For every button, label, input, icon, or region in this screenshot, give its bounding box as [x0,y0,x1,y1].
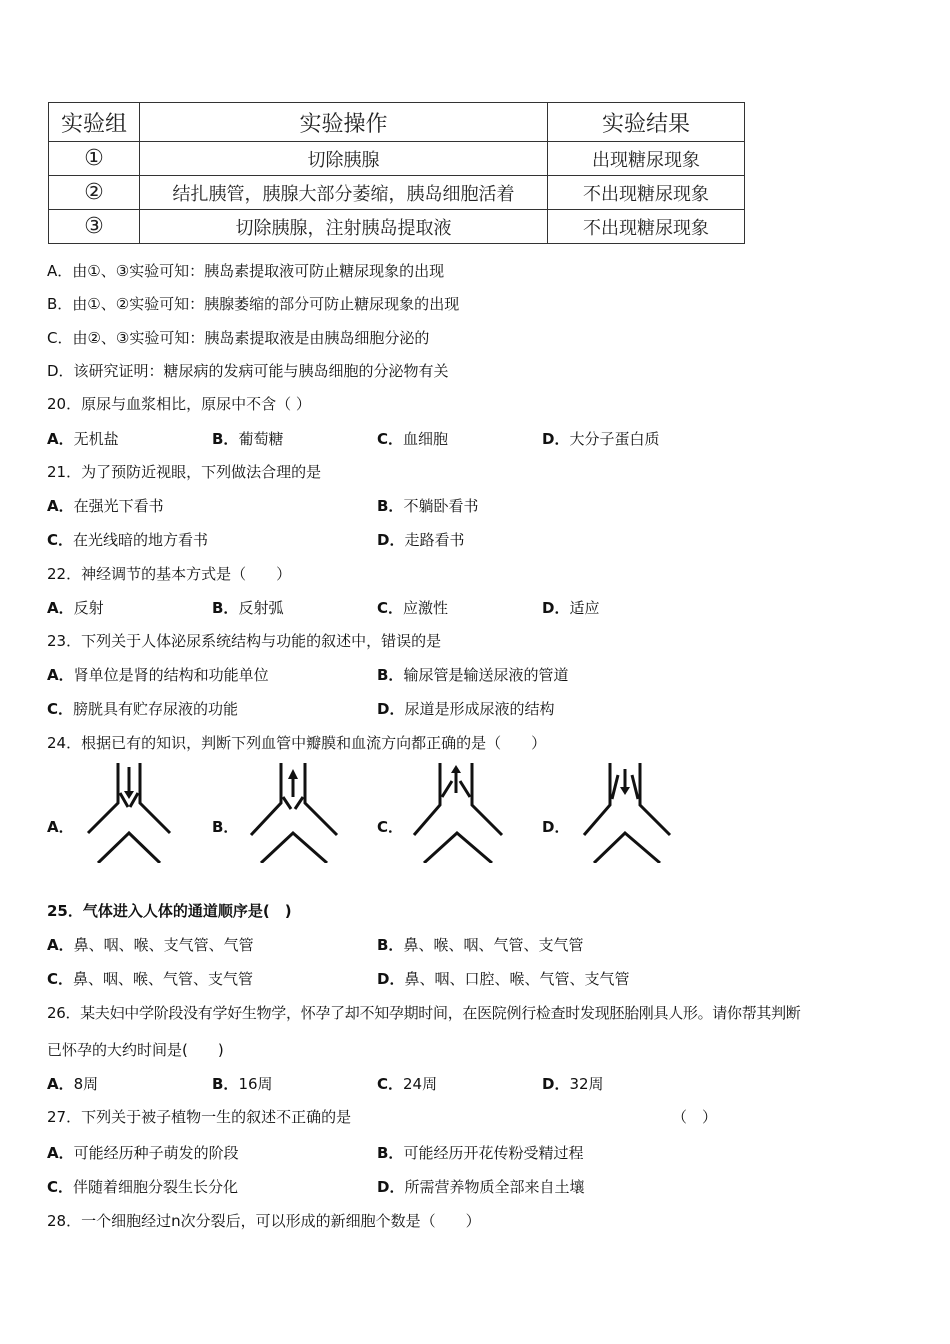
table-cell-group: ① [49,142,140,176]
table-header-cell: 实验操作 [140,103,548,142]
q22-option-a: A．反射 [47,599,104,617]
q27-option-a: A．可能经历种子萌发的阶段 [47,1144,239,1162]
table-cell-operation: 切除胰腺 [140,142,548,176]
vessel-diagram-c [410,763,510,863]
table-cell-group: ③ [49,210,140,244]
q23-stem: 23．下列关于人体泌尿系统结构与功能的叙述中，错误的是 [47,632,442,650]
q27-option-b: B．可能经历开花传粉受精过程 [377,1144,584,1162]
q21-option-c: C．在光线暗的地方看书 [47,531,209,549]
q25-option-a: A．鼻、咽、喉、支气管、气管 [47,936,254,954]
table-row [49,176,745,210]
q21-option-a: A．在强光下看书 [47,497,164,515]
q27-answer-bracket: （ ） [672,1108,718,1126]
table-row [49,210,745,244]
q22-option-c: C．应激性 [377,599,449,617]
q24-label-b: B． [212,818,239,836]
q27-option-d: D．所需营养物质全部来自土壤 [377,1178,585,1196]
q20-option-b: B．葡萄糖 [212,430,284,448]
q19-option-c: C．由②、③实验可知：胰岛素提取液是由胰岛细胞分泌的 [47,329,430,347]
q22-option-d: D．适应 [542,599,600,617]
q27-option-c: C．伴随着细胞分裂生长分化 [47,1178,239,1196]
q23-option-c: C．膀胱具有贮存尿液的功能 [47,700,239,718]
q26-stem-line1: 26．某夫妇中学阶段没有学好生物学，怀孕了却不知孕期时间，在医院例行检查时发现胚胎刚具人形。请你帮其判断 [47,1004,801,1022]
q22-stem: 22．神经调节的基本方式是（ ） [47,565,292,583]
q24-label-a: A． [47,818,74,836]
table-header-cell: 实验结果 [548,103,745,142]
q22-option-b: B．反射弧 [212,599,284,617]
table-cell-operation: 切除胰腺，注射胰岛提取液 [140,210,548,244]
table-row [49,142,745,176]
q20-stem: 20．原尿与血浆相比，原尿中不含（ ） [47,395,311,413]
q25-option-d: D．鼻、咽、口腔、喉、气管、支气管 [377,970,630,988]
q23-option-a: A．肾单位是肾的结构和功能单位 [47,666,269,684]
q25-option-c: C．鼻、咽、喉、气管、支气管 [47,970,254,988]
q20-option-d: D．大分子蛋白质 [542,430,660,448]
q23-option-d: D．尿道是形成尿液的结构 [377,700,555,718]
table-cell-operation: 结扎胰管，胰腺大部分萎缩，胰岛细胞活着 [140,176,548,210]
table-cell-result: 不出现糖尿现象 [548,176,745,210]
vessel-diagram-a [80,763,180,863]
q24-label-d: D． [542,818,570,836]
q26-option-a: A．8周 [47,1075,99,1093]
q21-stem: 21．为了预防近视眼，下列做法合理的是 [47,463,322,481]
q21-option-d: D．走路看书 [377,531,465,549]
q28-stem: 28．一个细胞经过n次分裂后，可以形成的新细胞个数是（ ） [47,1212,481,1230]
table-cell-result: 出现糖尿现象 [548,142,745,176]
q21-option-b: B．不躺卧看书 [377,497,479,515]
table-cell-group: ② [49,176,140,210]
q23-option-b: B．输尿管是输送尿液的管道 [377,666,569,684]
q19-option-d: D．该研究证明：糖尿病的发病可能与胰岛细胞的分泌物有关 [47,362,449,380]
table-cell-result: 不出现糖尿现象 [548,210,745,244]
q19-option-a: A．由①、③实验可知：胰岛素提取液可防止糖尿现象的出现 [47,262,445,280]
q26-stem-line2: 已怀孕的大约时间是( ) [47,1041,224,1059]
q26-option-d: D．32周 [542,1075,604,1093]
q25-stem: 25．气体进入人体的通道顺序是( ) [47,902,292,920]
vessel-diagram-d [578,763,678,863]
q20-option-c: C．血细胞 [377,430,449,448]
q24-label-c: C． [377,818,404,836]
table-header-cell: 实验组 [49,103,140,142]
q26-option-c: C．24周 [377,1075,438,1093]
q24-stem: 24．根据已有的知识，判断下列血管中瓣膜和血流方向都正确的是（ ） [47,734,547,752]
q27-stem: 27．下列关于被子植物一生的叙述不正确的是 [47,1108,352,1126]
vessel-diagram-b [245,763,345,863]
q19-option-b: B．由①、②实验可知：胰腺萎缩的部分可防止糖尿现象的出现 [47,295,460,313]
q25-option-b: B．鼻、喉、咽、气管、支气管 [377,936,584,954]
experiment-table [48,102,745,244]
table-header-row [49,103,745,142]
q20-option-a: A．无机盐 [47,430,119,448]
q26-option-b: B．16周 [212,1075,273,1093]
